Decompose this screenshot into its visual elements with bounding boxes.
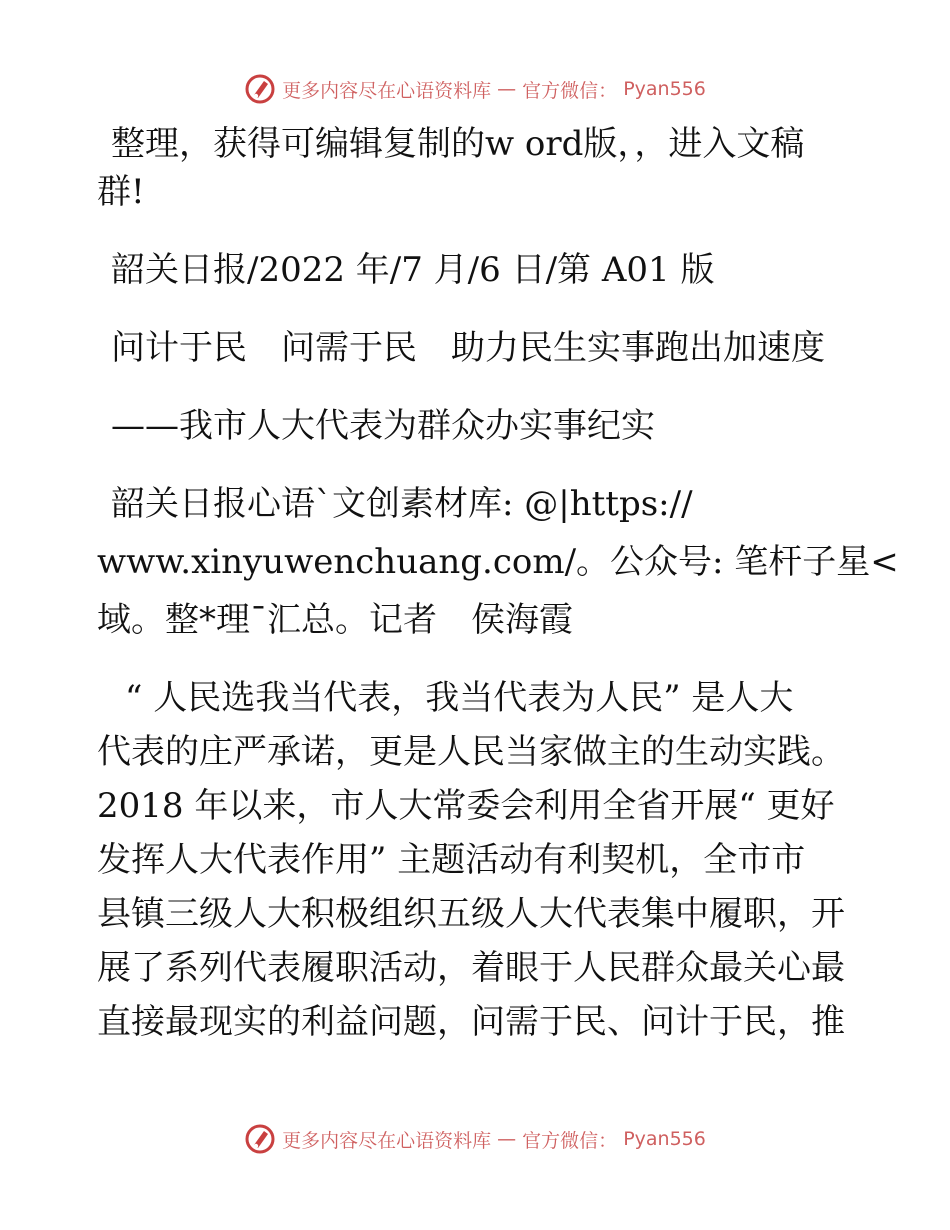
- body-line: “ 人民选我当代表，我当代表为人民” 是人大: [125, 678, 794, 718]
- body-line: 发挥人大代表作用” 主题活动有利契机，全市市: [97, 840, 806, 880]
- body-line: 2018 年以来，市人大常委会利用全省开展“ 更好: [97, 786, 835, 826]
- footer-watermark: [0, 1123, 950, 1155]
- byline-line-2: www.xinyuwenchuang.com/。公众号: 笔杆子星<: [97, 542, 899, 582]
- watermark-separator: —: [497, 1128, 517, 1150]
- intro-line-1: 整理，获得可编辑复制的w ord版，，进入文稿: [111, 124, 805, 164]
- watermark-label: 官方微信：: [522, 1129, 618, 1152]
- pen-circle-logo-icon: [244, 73, 276, 105]
- byline-line-1: 韶关日报心语`文创素材库: @|https://: [111, 484, 693, 524]
- headline: 问计于民 问需于民 助力民生实事跑出加速度: [111, 328, 825, 368]
- source-line: 韶关日报/2022 年/7 月/6 日/第 A01 版: [111, 250, 715, 290]
- header-watermark: [0, 73, 950, 105]
- subtitle: ——我市人大代表为群众办实事纪实: [111, 406, 655, 446]
- body-line: 代表的庄严承诺，更是人民当家做主的生动实践。: [97, 732, 845, 772]
- body-paragraph: [97, 674, 857, 1046]
- watermark-separator: —: [497, 78, 517, 100]
- watermark-wechat-id: Pyan556: [623, 78, 706, 100]
- document-body: [97, 120, 899, 1046]
- pen-circle-logo-icon: [244, 1123, 276, 1155]
- body-line: 展了系列代表履职活动，着眼于人民群众最关心最: [97, 948, 845, 988]
- watermark-wechat-id: Pyan556: [623, 1128, 706, 1150]
- watermark-label: 官方微信：: [522, 79, 618, 102]
- byline-line-3: 域。整*理¯汇总。记者 侯海霞: [97, 600, 573, 640]
- watermark-text: 更多内容尽在心语资料库: [282, 79, 492, 102]
- body-line: 县镇三级人大积极组织五级人大代表集中履职，开: [97, 894, 845, 934]
- body-line: 直接最现实的利益问题，问需于民、问计于民，推: [97, 1002, 845, 1042]
- intro-line-2: 群!: [97, 172, 145, 212]
- watermark-text: 更多内容尽在心语资料库: [282, 1129, 492, 1152]
